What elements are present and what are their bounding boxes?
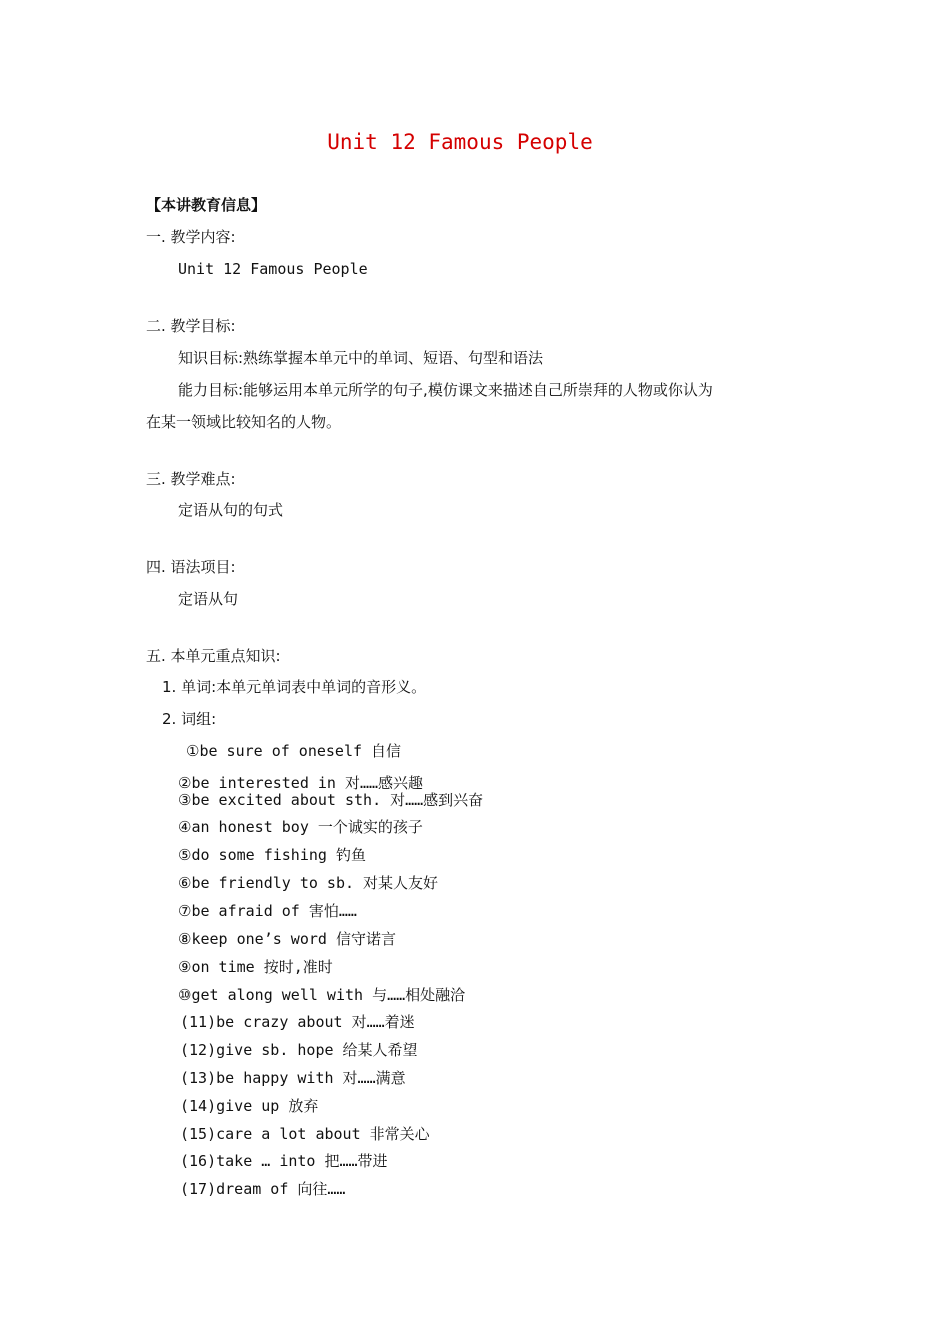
section-4-content: 定语从句 [178, 590, 239, 608]
phrase-item: ⑨on time 按时,准时 [178, 958, 333, 976]
phrase-item: ⑦be afraid of 害怕…… [178, 902, 357, 920]
vocab-item: 1. 单词:本单元单词表中单词的音形义。 [162, 678, 427, 696]
phrase-item: ③be excited about sth. 对……感到兴奋 [178, 791, 484, 809]
section-3-content: 定语从句的句式 [178, 501, 284, 519]
section-4-heading: 四. 语法项目: [146, 558, 236, 576]
phrase-item: (12)give sb. hope 给某人希望 [180, 1041, 418, 1059]
phrase-item: (15)care a lot about 非常关心 [180, 1125, 430, 1143]
section-1-content: Unit 12 Famous People [178, 260, 368, 278]
phrase-item: (14)give up 放弃 [180, 1097, 319, 1115]
ability-goal-continued: 在某一领域比较知名的人物。 [146, 413, 342, 431]
ability-goal: 能力目标:能够运用本单元所学的句子,模仿课文来描述自己所崇拜的人物或你认为 [178, 381, 713, 399]
page-title: Unit 12 Famous People [327, 130, 593, 154]
section-1-heading: 一. 教学内容: [146, 228, 236, 246]
knowledge-goal: 知识目标:熟练掌握本单元中的单词、短语、句型和语法 [178, 349, 544, 367]
phrase-item: ①be sure of oneself 自信 [186, 742, 402, 760]
phrase-item: (13)be happy with 对……满意 [180, 1069, 406, 1087]
phrase-item: (16)take … into 把……带进 [180, 1152, 388, 1170]
phrase-item: ⑧keep one’s word 信守诺言 [178, 930, 396, 948]
section-2-heading: 二. 教学目标: [146, 317, 236, 335]
section-5-heading: 五. 本单元重点知识: [146, 647, 281, 665]
phrase-item: ⑥be friendly to sb. 对某人友好 [178, 874, 439, 892]
phrases-item: 2. 词组: [162, 710, 217, 728]
phrase-item: (17)dream of 向往…… [180, 1180, 346, 1198]
phrase-item: ⑩get along well with 与……相处融洽 [178, 986, 466, 1004]
phrase-item: (11)be crazy about 对……着迷 [180, 1013, 415, 1031]
section-header: 【本讲教育信息】 [146, 196, 267, 214]
phrase-item: ⑤do some fishing 钓鱼 [178, 846, 366, 864]
phrase-item: ④an honest boy 一个诚实的孩子 [178, 818, 423, 836]
section-3-heading: 三. 教学难点: [146, 470, 236, 488]
phrase-item: ②be interested in 对……感兴趣 [178, 774, 424, 792]
